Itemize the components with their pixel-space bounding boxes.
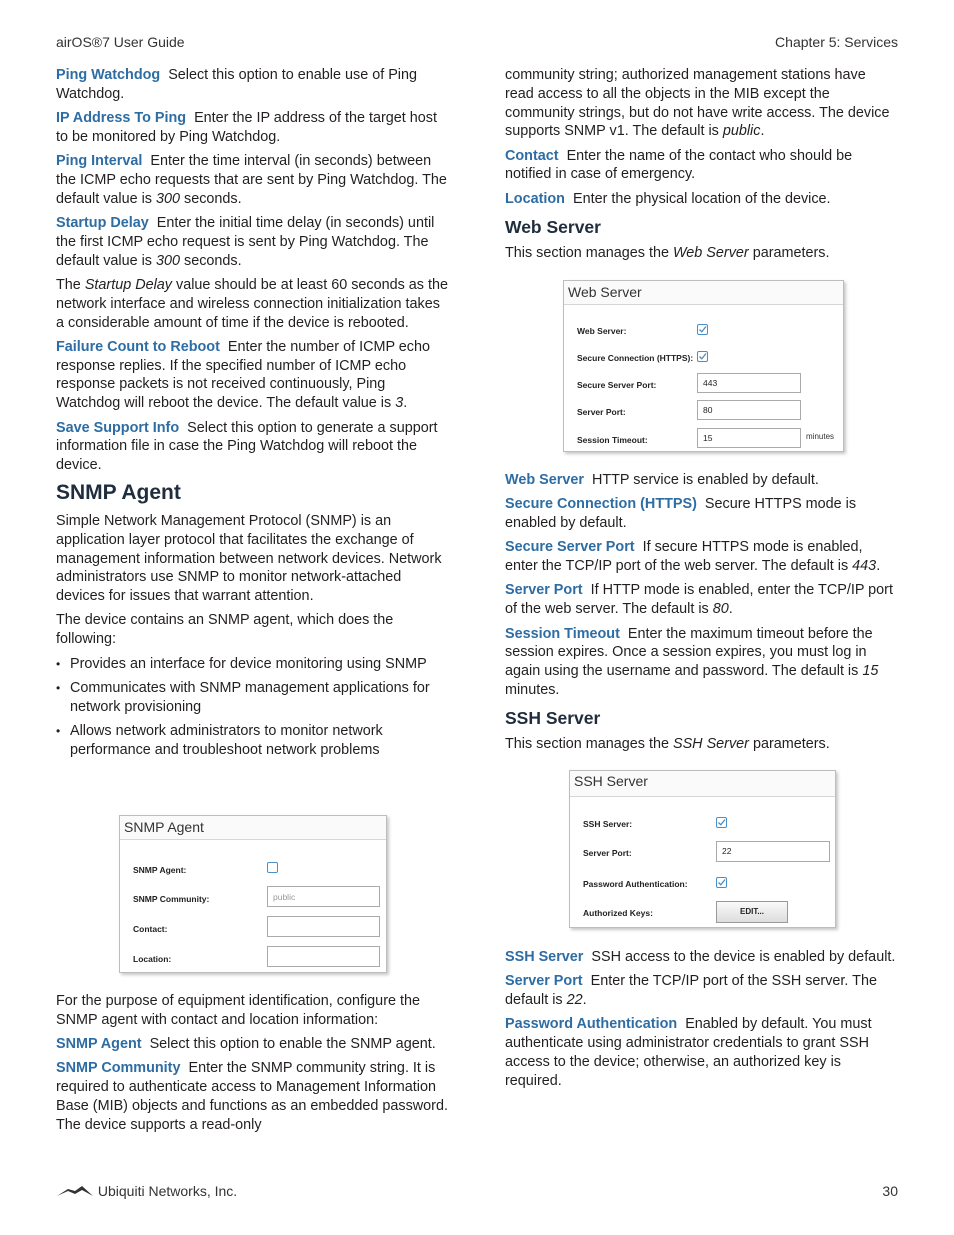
footer-company	[56, 1183, 237, 1199]
text: .	[760, 123, 765, 140]
list-item: • Provides an interface for device monitoring using SNMP	[56, 655, 451, 674]
text: .	[876, 558, 881, 575]
snmp-bullet-list	[56, 655, 451, 760]
snmp-config-intro: For the purpose of equipment identification, configure the SNMP agent with contact and location information:	[56, 993, 420, 1028]
ping-watchdog-desc	[56, 66, 451, 104]
term: Web Server	[505, 472, 584, 488]
check-icon	[717, 878, 726, 887]
list-item: • Communicates with SNMP management applications for network provisioning	[56, 679, 451, 717]
ip-address-desc	[56, 109, 451, 147]
text: Startup Delay	[84, 276, 172, 293]
text: seconds.	[184, 252, 242, 269]
company-name: Ubiquiti Networks, Inc.	[97, 1183, 238, 1199]
text: If HTTP mode is enabled, enter the TCP/IP port of the web server. The default is	[505, 582, 893, 618]
password-auth-checkbox[interactable]	[716, 877, 727, 888]
secure-connection-desc	[505, 495, 897, 533]
text: community string; authorized management stations have read access to all the objects in the MIB except the community strings, but do not have write access. The device supports SNMP v1. The default is	[505, 67, 890, 140]
term: Contact	[505, 147, 559, 164]
ssh-server-desc	[505, 948, 897, 967]
text: Enter the number of ICMP echo response replies. If the specified number of ICMP echo response packets is not received continuously, Ping Watchdog will reboot the device. The default value is	[56, 338, 430, 412]
ssh-server-intro	[505, 735, 897, 754]
snmp-agent-desc	[56, 1035, 451, 1054]
header-guide-title: airOS®7 User Guide	[56, 34, 185, 50]
field-label: Server Port:	[583, 848, 632, 858]
text: .	[582, 992, 587, 1009]
field-label: Password Authentication:	[583, 879, 688, 889]
secure-server-port-input[interactable]: 443	[697, 373, 801, 393]
authorized-keys-row	[570, 904, 835, 926]
text: Enter the initial time delay (in seconds) until the first ICMP echo request is sent by Ping Watchdog. The default value is	[56, 215, 435, 269]
header-chapter: Chapter 5: Services	[775, 34, 898, 50]
text: This section manages the	[505, 244, 669, 261]
field-label: Authorized Keys:	[583, 908, 653, 918]
text: SSH access to the device is enabled by default.	[591, 949, 896, 965]
ssh-server-panel	[569, 770, 836, 928]
value: 3	[395, 395, 404, 412]
password-auth-row	[570, 875, 835, 897]
value: 443	[852, 558, 877, 575]
right-column-bottom	[505, 948, 897, 1096]
text: Select this option to generate a support information file in case the Ping Watchdog will reboot the device.	[56, 419, 438, 474]
timeout-units: minutes	[806, 432, 835, 441]
text: Web Server	[672, 244, 749, 261]
location-input[interactable]	[267, 946, 380, 967]
text: Enabled by default. You must authenticate using administrator credentials to grant SSH access to the device; otherwise, an authorized key is required.	[505, 1016, 872, 1089]
field-label: SNMP Community:	[133, 894, 210, 904]
field-label: Secure Connection (HTTPS):	[577, 353, 694, 363]
text: Enter the time interval (in seconds) between the ICMP echo requests that are sent by Ping Watchdog. The default value is	[56, 153, 447, 207]
field-label: Secure Server Port:	[577, 380, 657, 390]
field-label: SSH Server:	[583, 819, 633, 829]
right-column-middle	[505, 471, 897, 759]
text: Enter the TCP/IP port of the SSH server. The default is	[505, 973, 877, 1009]
ssh-port-input[interactable]: 22	[716, 841, 830, 862]
term: Server Port	[505, 582, 583, 599]
contact-row	[120, 920, 386, 942]
term: Location	[505, 190, 565, 207]
term: Server Port	[505, 973, 583, 990]
value: 300	[156, 252, 181, 269]
snmp-intro: Simple Network Management Protocol (SNMP) is an application layer protocol that facilitates the exchange of management information between network devices. Network administrators use SNMP to monitor network-attached devices for issues that warrant attention.	[56, 512, 442, 605]
web-server-row	[564, 322, 843, 344]
web-server-heading: Web Server	[505, 216, 601, 237]
check-icon	[717, 818, 726, 827]
text: If secure HTTPS mode is enabled, enter the TCP/IP port of the web server. The default is	[505, 539, 863, 575]
term: Secure Connection (HTTPS)	[505, 496, 697, 513]
term: Failure Count to Reboot	[56, 338, 220, 355]
community-continued	[505, 66, 897, 141]
failure-count-desc	[56, 338, 451, 413]
password-auth-desc	[505, 1015, 897, 1090]
term: SNMP Agent	[56, 1036, 142, 1053]
check-icon	[698, 325, 707, 334]
snmp-agent-heading: SNMP Agent	[56, 480, 181, 504]
text: minutes.	[505, 681, 560, 698]
contact-desc	[505, 147, 897, 185]
left-column	[56, 66, 451, 766]
term: SNMP Community	[56, 1060, 181, 1077]
value: 300	[156, 190, 181, 207]
contact-input[interactable]	[267, 916, 380, 937]
snmp-community-input[interactable]: public	[267, 886, 380, 907]
server-port-row	[564, 403, 843, 425]
location-row	[120, 950, 386, 972]
value: public	[722, 123, 761, 140]
snmp-agent-checkbox[interactable]	[267, 862, 278, 873]
server-port-desc	[505, 581, 897, 619]
server-port-input[interactable]: 80	[697, 400, 801, 420]
term: Ping Watchdog	[56, 67, 161, 83]
ssh-port-desc	[505, 972, 897, 1010]
secure-server-port-desc	[505, 538, 897, 576]
field-label: Location:	[133, 954, 172, 964]
text: Enter the SNMP community string. It is required to authenticate access to Management Information Base (MIB) objects and functions as an embedded password. The device supports a read-only	[56, 1060, 448, 1133]
text: Select this option to enable use of Ping Watchdog.	[56, 67, 417, 102]
page-number: 30	[882, 1183, 898, 1199]
field-label: SNMP Agent:	[133, 865, 187, 875]
web-server-panel	[563, 280, 844, 452]
startup-delay-note	[56, 276, 451, 332]
snmp-agent-row	[120, 861, 386, 883]
left-column-bottom	[56, 992, 451, 1140]
check-icon	[698, 352, 707, 361]
web-server-intro	[505, 244, 897, 263]
web-server-desc	[505, 471, 897, 490]
text: Select this option to enable the SNMP agent.	[149, 1036, 436, 1053]
field-label: Web Server:	[577, 326, 627, 336]
term: Password Authentication	[505, 1016, 678, 1033]
snmp-community-desc	[56, 1059, 451, 1134]
value: 15	[862, 663, 879, 680]
secure-server-port-row	[564, 376, 843, 398]
ssh-server-heading: SSH Server	[505, 707, 601, 728]
text: Enter the name of the contact who should be notified in case of emergency.	[505, 147, 853, 183]
session-timeout-input[interactable]: 15	[697, 428, 801, 448]
list-item: • Allows network administrators to monitor network performance and troubleshoot network problems	[56, 722, 451, 760]
panel-title: SNMP Agent	[120, 816, 386, 840]
text: parameters.	[752, 244, 830, 261]
ping-interval-desc	[56, 152, 451, 208]
session-timeout-row	[564, 431, 843, 453]
term: Session Timeout	[505, 625, 620, 642]
snmp-agent-does: The device contains an SNMP agent, which does the following:	[56, 612, 394, 648]
text: value should be at least 60 seconds as the network interface and wireless connection initialization takes a considerable amount of time if the device is rebooted.	[56, 276, 449, 331]
text: Enter the IP address of the target host to be monitored by Ping Watchdog.	[56, 110, 438, 145]
save-support-desc	[56, 419, 451, 475]
panel-title: Web Server	[564, 281, 843, 305]
text: .	[728, 601, 733, 618]
panel-title: SSH Server	[570, 771, 835, 797]
snmp-community-row	[120, 890, 386, 912]
edit-keys-button[interactable]: EDIT...	[716, 901, 788, 923]
text: Enter the maximum timeout before the session expires. Once a session expires, you must log in again using the username and password. The default is	[505, 625, 873, 680]
text: parameters.	[752, 735, 830, 752]
term: Startup Delay	[56, 215, 149, 232]
ssh-server-checkbox[interactable]	[716, 817, 727, 828]
value: 80	[712, 601, 729, 618]
text: SSH Server	[672, 735, 749, 752]
term: Ping Interval	[56, 153, 143, 170]
secure-connection-row	[564, 349, 843, 371]
term: Save Support Info	[56, 419, 180, 436]
ssh-server-row	[570, 815, 835, 837]
text: Secure HTTPS mode is enabled by default.	[505, 496, 857, 532]
text: seconds.	[184, 190, 242, 207]
term: Secure Server Port	[505, 539, 635, 556]
text: Enter the physical location of the device.	[572, 190, 831, 207]
field-label: Server Port:	[577, 407, 626, 417]
snmp-agent-panel	[119, 815, 387, 973]
text: .	[403, 395, 408, 412]
value: 22	[566, 992, 583, 1009]
text: This section manages the	[505, 735, 669, 752]
term: SSH Server	[505, 949, 584, 965]
startup-delay-desc	[56, 214, 451, 270]
field-label: Contact:	[133, 924, 168, 934]
secure-connection-checkbox[interactable]	[697, 351, 708, 362]
term: IP Address To Ping	[56, 110, 187, 127]
web-server-checkbox[interactable]	[697, 324, 708, 335]
text: The	[56, 276, 81, 293]
ssh-port-row	[570, 844, 835, 866]
text: HTTP service is enabled by default.	[591, 472, 819, 488]
ubiquiti-logo-icon	[56, 1185, 94, 1197]
session-timeout-desc	[505, 625, 897, 700]
right-column	[505, 66, 897, 268]
location-desc	[505, 190, 897, 209]
field-label: Session Timeout:	[577, 435, 648, 445]
